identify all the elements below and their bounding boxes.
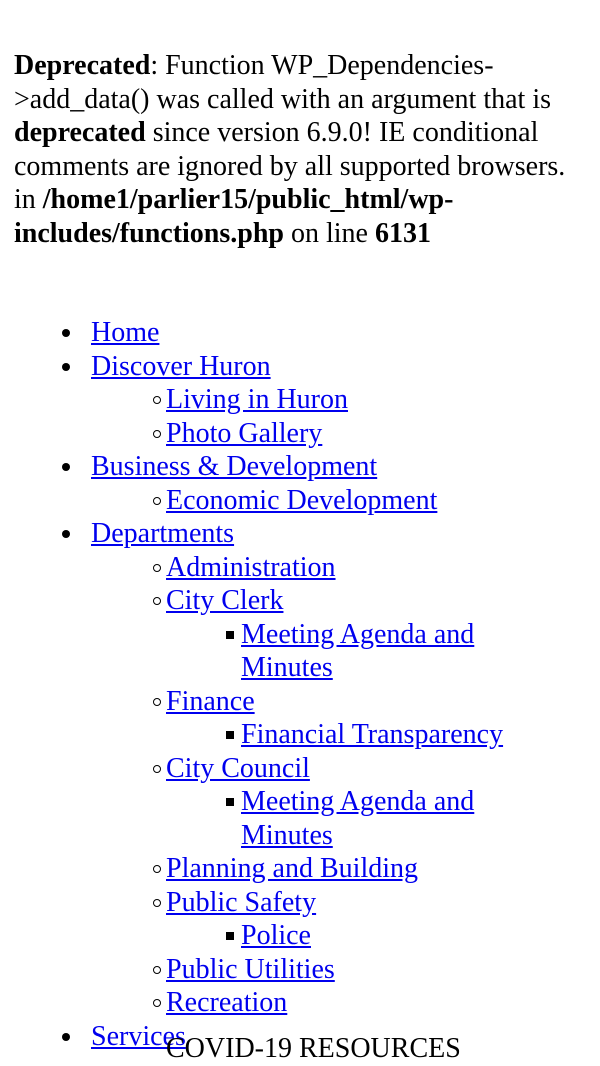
notice-text-2: since version 6.9.0! IE conditional comments are ignored by all supported browsers. in (14, 117, 566, 215)
nav-item-council-meeting-agenda (166, 785, 600, 852)
nav-link-photo-gallery[interactable]: Photo Gallery (166, 417, 323, 449)
square-bullet-icon (226, 798, 234, 806)
nav-link-administration[interactable]: Administration (166, 551, 336, 583)
nav-item-public-utilities (91, 953, 600, 987)
nav-item-departments (0, 517, 600, 1020)
circle-bullet-icon (153, 999, 161, 1007)
circle-bullet-icon (153, 865, 161, 873)
nav-link-business-development[interactable]: Business & Development (91, 451, 378, 482)
nav-link-public-utilities[interactable]: Public Utilities (166, 953, 335, 985)
nav-link-home[interactable]: Home (91, 317, 160, 348)
notice-text-3: on line (284, 217, 375, 249)
nav-link-living-in-huron[interactable]: Living in Huron (166, 384, 348, 415)
nav-item-home (0, 316, 600, 350)
notice-label: Deprecated (14, 50, 151, 81)
nav-link-city-clerk[interactable]: City Clerk (166, 585, 284, 616)
nav-link-public-safety[interactable]: Public Safety (166, 886, 317, 918)
notice-line-number: 6131 (375, 217, 431, 249)
circle-bullet-icon (153, 430, 161, 438)
circle-bullet-icon (153, 765, 161, 773)
square-bullet-icon (226, 731, 234, 739)
nav-link-police[interactable]: Police (241, 920, 311, 951)
nav-item-discover-huron (0, 350, 600, 451)
nav-link-discover-huron[interactable]: Discover Huron (91, 350, 271, 382)
nav-link-finance[interactable]: Finance (166, 685, 255, 717)
nav-item-finance (91, 685, 600, 752)
nav-link-financial-transparency[interactable]: Financial Transparency (241, 719, 504, 750)
notice-text-1: : Function WP_Dependencies->add_data() was called with an argument that is (14, 50, 551, 115)
circle-bullet-icon (153, 899, 161, 907)
circle-bullet-icon (153, 497, 161, 505)
disc-bullet-icon (62, 329, 70, 337)
circle-bullet-icon (153, 564, 161, 572)
square-bullet-icon (226, 932, 234, 940)
nav-item-public-safety (91, 886, 600, 953)
nav-item-financial-transparency (166, 718, 600, 752)
nav-link-city-council[interactable]: City Council (166, 752, 310, 784)
nav-item-city-council (91, 752, 600, 853)
nav-item-living-in-huron (91, 383, 600, 417)
submenu-business-development (91, 484, 600, 518)
nav-item-economic-development (91, 484, 600, 518)
nav-item-clerk-meeting-agenda (166, 618, 600, 685)
nav-link-council-meeting-agenda[interactable]: Meeting Agenda and Minutes (241, 786, 475, 851)
disc-bullet-icon (62, 363, 70, 371)
nav-menu (0, 316, 600, 1053)
nav-item-recreation (91, 986, 600, 1020)
submenu-finance (166, 718, 600, 752)
submenu-city-council (166, 785, 600, 852)
submenu-city-clerk (166, 618, 600, 685)
nav-item-business-development (0, 450, 600, 517)
notice-strong-word: deprecated (14, 117, 146, 148)
submenu-discover-huron (91, 383, 600, 450)
nav-item-covid-resources-clipped (166, 1033, 486, 1065)
nav-link-departments[interactable]: Departments (91, 518, 235, 549)
nav-link-covid-resources[interactable]: COVID-19 RESOURCES (166, 1033, 461, 1064)
disc-bullet-icon (62, 1033, 70, 1041)
submenu-departments (91, 551, 600, 1020)
nav-item-police (166, 919, 600, 953)
notice-file-path: /home1/parlier15/public_html/wp-includes/functions.php (14, 184, 454, 249)
submenu-public-safety (166, 919, 600, 953)
circle-bullet-icon (153, 396, 161, 404)
nav-link-planning-building[interactable]: Planning and Building (166, 853, 418, 884)
nav-item-city-clerk (91, 584, 600, 685)
disc-bullet-icon (62, 530, 70, 538)
main-navigation (0, 316, 600, 1053)
deprecation-notice (14, 49, 584, 250)
nav-link-services[interactable]: Services (91, 1020, 186, 1052)
nav-link-clerk-meeting-agenda[interactable]: Meeting Agenda and Minutes (241, 618, 475, 683)
disc-bullet-icon (62, 463, 70, 471)
nav-link-economic-development[interactable]: Economic Development (166, 484, 438, 516)
circle-bullet-icon (153, 597, 161, 605)
nav-item-planning-building (91, 852, 600, 886)
nav-item-administration (91, 551, 600, 585)
nav-item-photo-gallery (91, 417, 600, 451)
circle-bullet-icon (153, 966, 161, 974)
nav-link-recreation[interactable]: Recreation (166, 987, 288, 1018)
circle-bullet-icon (153, 698, 161, 706)
square-bullet-icon (226, 631, 234, 639)
